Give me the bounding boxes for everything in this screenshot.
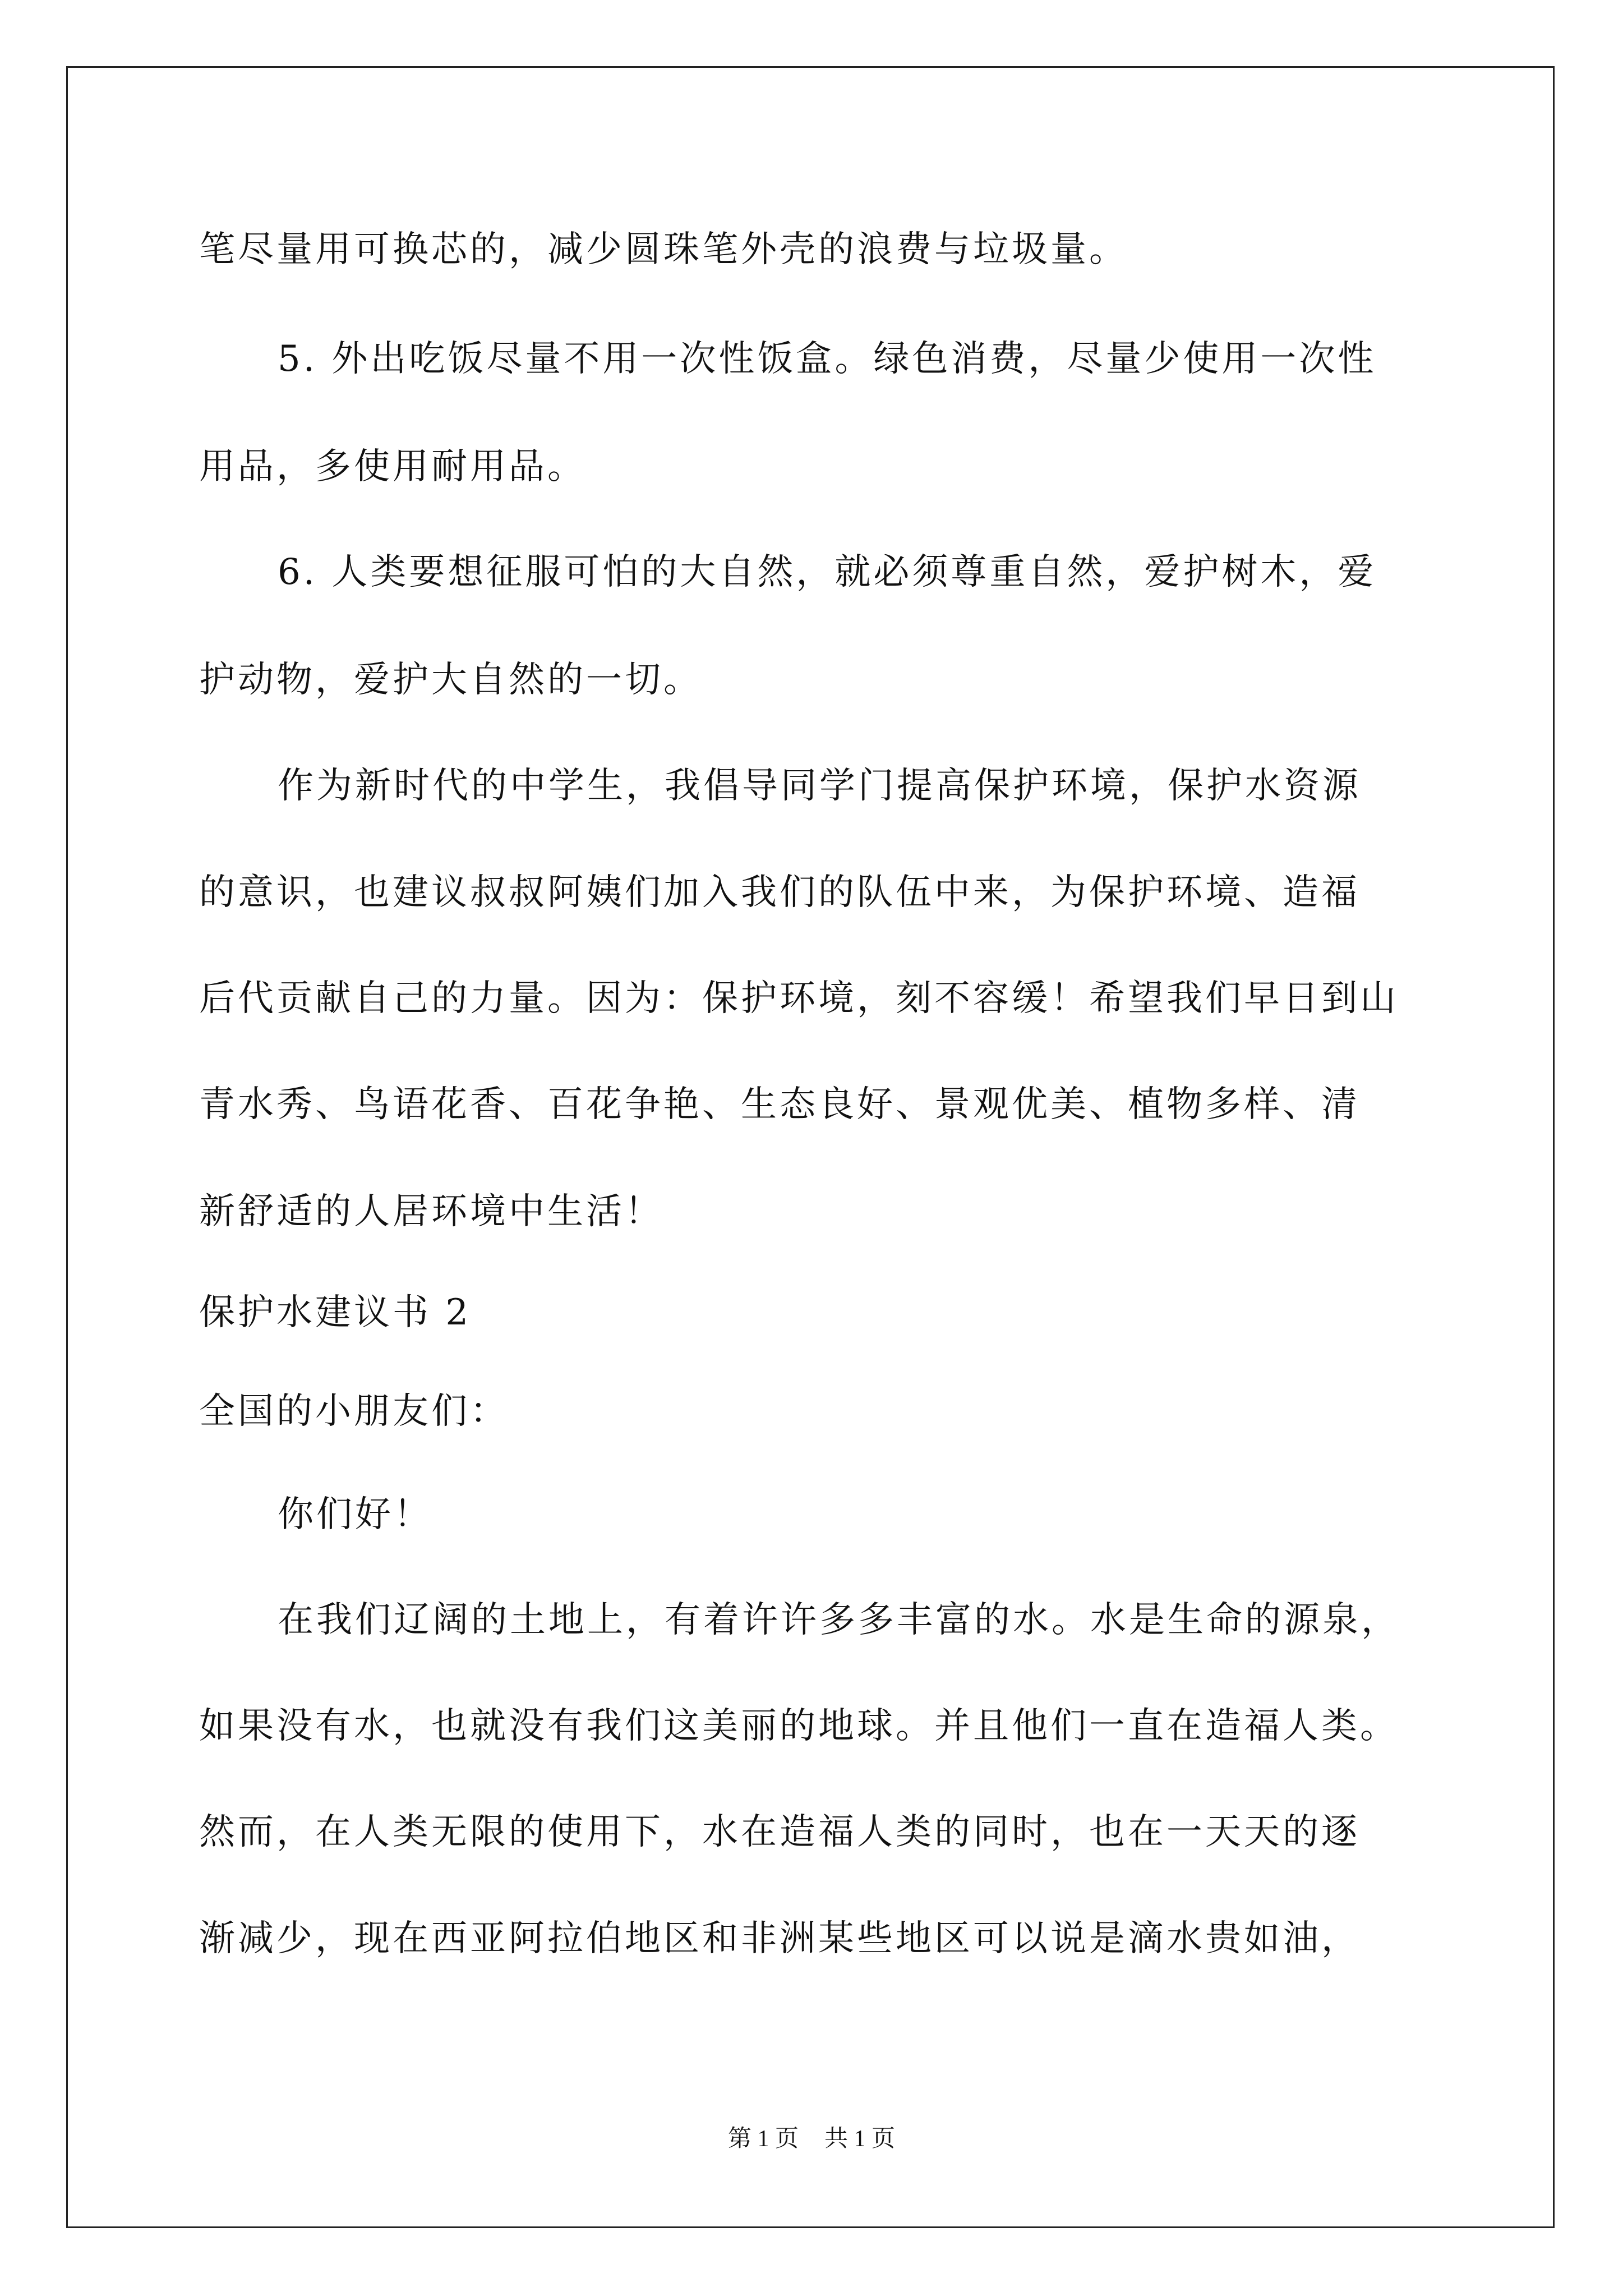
page-border: [66, 66, 1555, 2228]
salutation: 全国的小朋友们：: [199, 1391, 509, 1432]
section-title: 保护水建议书 2: [199, 1292, 472, 1333]
paragraph-line: 作为新时代的中学生，我倡导同学门提高保护环境，保护水资源: [278, 765, 1361, 807]
greeting: 你们好！: [278, 1494, 432, 1535]
list-item-6: 6. 人类要想征服可怕的大自然，就必须尊重自然，爱护树木，爱: [278, 551, 1377, 593]
paragraph-line: 青水秀、鸟语花香、百花争艳、生态良好、景观优美、植物多样、清: [199, 1084, 1360, 1125]
list-item-5: 5. 外出吃饭尽量不用一次性饭盒。绿色消费，尽量少使用一次性: [278, 338, 1377, 380]
page-number: 第 1 页: [727, 2126, 799, 2152]
paragraph-line: 用品，多使用耐用品。: [199, 446, 586, 487]
paragraph-line: 渐减少，现在西亚阿拉伯地区和非洲某些地区可以说是滴水贵如油，: [199, 1918, 1360, 1959]
page-footer: [0, 2123, 1623, 2155]
paragraph-line: 后代贡献自己的力量。因为：保护环境，刻不容缓！希望我们早日到山: [199, 978, 1399, 1019]
paragraph-line: 如果没有水，也就没有我们这美丽的地球。并且他们一直在造福人类。: [199, 1705, 1399, 1747]
paragraph-line: 在我们辽阔的土地上，有着许许多多丰富的水。水是生命的源泉，: [278, 1599, 1400, 1641]
paragraph-line: 然而，在人类无限的使用下，水在造福人类的同时，也在一天天的逐: [199, 1811, 1360, 1853]
paragraph-line: 笔尽量用可换芯的，减少圆珠笔外壳的浪费与垃圾量。: [199, 229, 1128, 270]
page-total: 共 1 页: [824, 2126, 896, 2152]
paragraph-line: 新舒适的人居环境中生活！: [199, 1191, 663, 1232]
paragraph-line: 护动物，爱护大自然的一切。: [199, 659, 702, 701]
paragraph-line: 的意识，也建议叔叔阿姨们加入我们的队伍中来，为保护环境、造福: [199, 872, 1360, 913]
